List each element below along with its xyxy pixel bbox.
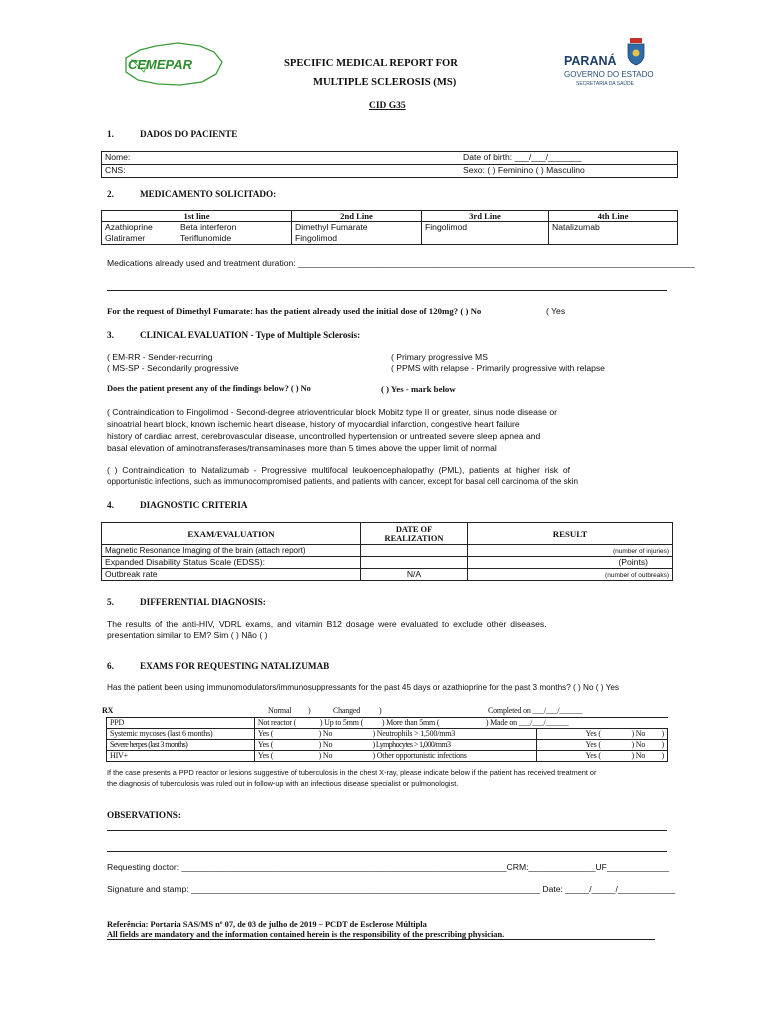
ms-type-ms-sp[interactable]: ( MS-SP - Secondarily progressive <box>107 363 239 373</box>
diagnostic-criteria-table <box>101 522 673 581</box>
med-fingolimod-3rd[interactable]: Fingolimod <box>425 222 468 232</box>
mycoses-yes[interactable]: Yes ( <box>257 729 274 738</box>
ppd-more-than-5mm[interactable]: ) More than 5mm ( <box>381 718 440 727</box>
med-natalizumab[interactable]: Natalizumab <box>552 222 600 232</box>
med-teriflunomide[interactable]: Teriflunomide <box>180 233 232 243</box>
other-infections-label: ) Other opportunistic infections <box>372 751 467 760</box>
parana-logo-sub2: SECRETARIA DA SAÚDE <box>576 81 634 87</box>
col-2nd-line: 2nd Line <box>340 211 373 221</box>
section-number: 3. <box>107 330 114 340</box>
exam-outbreak-rate: Outbreak rate <box>105 569 158 579</box>
dmf-question[interactable]: For the request of Dimethyl Fumarate: has the patient already used the initial dose of 120mg? ( ) No <box>107 306 482 316</box>
lymphocytes-label: ) Lymphocytes > 1,000/mm3 <box>372 740 451 749</box>
lymphocytes-yes[interactable]: Yes ( <box>585 740 601 749</box>
date-outbreak-rate: N/A <box>406 569 422 579</box>
mycoses-no[interactable]: ) No <box>318 729 333 738</box>
mandatory-fields-text: All fields are mandatory and the information contained herein is the responsibility of the prescribing physician. <box>107 930 505 939</box>
fingolimod-line-1: ( Contraindication to Fingolimod - Second-degree atrioventricular block Mobitz type II or greater, sinus node disease or <box>107 407 557 417</box>
parana-logo <box>562 36 672 92</box>
med-azathioprine[interactable]: Azathioprine <box>105 222 153 232</box>
fingolimod-line-4: basal elevation of aminotransferases/transaminases more than 5 times above the upper limit of normal <box>107 443 497 453</box>
cemepar-logo <box>118 38 228 88</box>
report-title-line2: MULTIPLE SCLEROSIS (MS) <box>313 77 457 88</box>
observations-line-1[interactable] <box>107 830 667 831</box>
lymphocytes-no[interactable]: ) No <box>631 740 646 749</box>
signature-field[interactable]: Signature and stamp: _________________________________________________________________________ Date: _____/_____/____________ <box>107 884 676 894</box>
fingolimod-line-2: sinoatrial heart block, known ischemic heart disease, history of myocardial infarction, congestive heart failure <box>107 419 520 429</box>
natalizumab-contraindication[interactable] <box>107 464 578 488</box>
tuberculosis-note-1: If the case presents a PPD reactor or lesions suggestive of tuberculosis in the chest X-ray, please indicate below if the patient has received treatment or <box>107 768 597 777</box>
natalizumab-line-2: opportunistic infections, such as immunocompromised patients, and patients with cancer, except for basal cell carcinoma of the skin <box>107 477 579 486</box>
name-field[interactable]: Nome: <box>105 152 131 162</box>
patient-data-table <box>101 151 678 178</box>
findings-question[interactable]: Does the patient present any of the findings below? ( ) No <box>107 384 311 393</box>
rx-completed-on[interactable]: Completed on ___/___/______ <box>488 706 583 715</box>
col-result: RESULT <box>552 528 588 539</box>
rx-changed-paren: ) <box>379 706 382 715</box>
report-title-line1: SPECIFIC MEDICAL REPORT FOR <box>284 58 458 69</box>
ppd-not-reactor[interactable]: Not reactor ( <box>257 718 297 727</box>
col-date-2: REALIZATION <box>384 533 444 543</box>
cid-code: CID G35 <box>369 101 406 111</box>
rx-normal-option[interactable]: Normal <box>268 706 292 715</box>
med-dimethyl-fumarate[interactable]: Dimethyl Fumarate <box>295 222 368 232</box>
section-6-heading <box>107 661 507 673</box>
observations-line-2[interactable] <box>107 851 667 852</box>
exam-ppd: PPD <box>110 718 125 727</box>
exam-systemic-mycoses: Systemic mycoses (last 6 months) <box>110 729 213 738</box>
differential-line-1: The results of the anti-HIV, VDRL exams, and vitamin B12 dosage were evaluated to exclude other diseases. <box>107 619 547 629</box>
exam-hiv: HIV+ <box>110 751 128 760</box>
rx-label: RX <box>102 706 114 715</box>
footer-underline <box>107 939 655 940</box>
neutrophils-close: ) <box>661 729 664 738</box>
tuberculosis-note-2: the diagnosis of tuberculosis was ruled out in follow-up with an infectious disease specialist or pulmonologist. <box>107 779 459 788</box>
ms-type-ppms-relapse[interactable]: ( PPMS with relapse - Primarily progressive with relapse <box>391 363 605 373</box>
result-outbreak-rate[interactable]: (number of outbreaks) <box>605 572 669 579</box>
section-number: 6. <box>107 661 114 671</box>
neutrophils-yes[interactable]: Yes ( <box>585 729 601 738</box>
rx-normal-paren: ) <box>308 706 311 715</box>
result-edss[interactable]: (Points) <box>618 557 648 567</box>
observations-heading: OBSERVATIONS: <box>107 810 181 820</box>
section-1-heading <box>107 129 507 141</box>
requesting-doctor-field[interactable]: Requesting doctor: ____________________________________________________________________CRM:______________UF_____________ <box>107 862 669 872</box>
medications-used-field[interactable]: Medications already used and treatment duration: ___________________________________________________________________________________ <box>107 258 695 268</box>
date-of-birth-field[interactable]: Date of birth: ___/___/_______ <box>463 152 582 162</box>
parana-coat-of-arms-icon <box>626 38 646 66</box>
sex-field[interactable]: Sexo: ( ) Feminino ( ) Masculino <box>463 165 585 175</box>
section-title: DIFFERENTIAL DIAGNOSIS: <box>140 597 266 607</box>
section-2-heading <box>107 189 507 201</box>
fingolimod-line-3: history of cardiac arrest, cerebrovascular disease, uncontrolled hypertension or untreated severe sleep apnea and <box>107 431 541 441</box>
medication-table <box>101 210 678 245</box>
immunomodulators-question[interactable]: Has the patient been using immunomodulators/immunosuppressants for the past 45 days or azathioprine for the past 3 months? ( ) No ( ) Yes <box>107 683 619 692</box>
natalizumab-line-1: ( ) Contraindication to Natalizumab - Progressive multifocal leukoencephalopathy (PML), patients at higher risk of <box>107 465 571 475</box>
section-number: 4. <box>107 500 114 510</box>
neutrophils-label: ) Neutrophils > 1,500/mm3 <box>372 729 456 738</box>
other-infections-yes[interactable]: Yes ( <box>585 751 601 760</box>
parana-logo-text: PARANÁ <box>564 54 617 68</box>
med-glatiramer[interactable]: Glatiramer <box>105 233 146 243</box>
section-number: 1. <box>107 129 114 139</box>
col-1st-line: 1st line <box>183 211 210 221</box>
parana-logo-sub: GOVERNO DO ESTADO <box>564 70 654 79</box>
neutrophils-no[interactable]: ) No <box>631 729 646 738</box>
col-4th-line: 4th Line <box>597 211 629 221</box>
med-fingolimod-2nd[interactable]: Fingolimod <box>295 233 338 243</box>
ppd-made-on[interactable]: ) Made on ___/___/______ <box>485 718 569 727</box>
section-5-heading <box>107 597 507 609</box>
section-number: 2. <box>107 189 114 199</box>
section-4-heading <box>107 500 507 512</box>
other-infections-no[interactable]: ) No <box>631 751 646 760</box>
cemepar-logo-text: CEMEPAR <box>128 57 193 72</box>
natalizumab-exams-table <box>106 717 668 762</box>
exam-edss: Expanded Disability Status Scale (EDSS): <box>105 557 266 567</box>
hiv-no[interactable]: ) No <box>318 751 333 760</box>
section-title: CLINICAL EVALUATION - Type of Multiple Sclerosis: <box>140 330 361 340</box>
section-3-heading <box>107 330 507 342</box>
col-date-1: DATE OF <box>395 524 433 534</box>
cns-field[interactable]: CNS: <box>105 165 126 175</box>
section-number: 5. <box>107 597 114 607</box>
lymphocytes-close: ) <box>661 740 664 749</box>
herpes-no[interactable]: ) No <box>318 740 333 749</box>
fingolimod-contraindication[interactable] <box>107 406 557 454</box>
ppd-up-to-5mm[interactable]: ) Up to 5mm ( <box>319 718 364 727</box>
herpes-yes[interactable]: Yes ( <box>257 740 274 749</box>
reference-text: Referência: Portaria SAS/MS nº 07, de 03 de julho de 2019 – PCDT de Esclerose Múltipla <box>107 920 427 929</box>
other-infections-close: ) <box>661 751 664 760</box>
section-title: DIAGNOSTIC CRITERIA <box>140 500 248 510</box>
med-beta-interferon[interactable]: Beta interferon <box>180 222 237 232</box>
differential-line-2[interactable]: presentation similar to EM? Sim ( ) Não ( ) <box>107 630 268 640</box>
rx-changed-option[interactable]: Changed <box>333 706 361 715</box>
dmf-yes-option[interactable]: ( Yes <box>546 306 566 316</box>
findings-yes-option[interactable]: ( ) Yes - mark below <box>381 384 456 394</box>
result-mri[interactable]: (number of injuries) <box>613 548 669 555</box>
exam-mri: Magnetic Resonance Imaging of the brain (attach report) <box>105 546 306 555</box>
ms-type-em-rr[interactable]: ( EM-RR - Sender-recurring <box>107 352 213 362</box>
ms-type-primary-progressive[interactable]: ( Primary progressive MS <box>391 352 488 362</box>
exam-severe-herpes: Severe herpes (last 3 months) <box>110 740 188 749</box>
divider-line <box>107 290 667 291</box>
section-title: DADOS DO PACIENTE <box>140 129 238 139</box>
col-3rd-line: 3rd Line <box>469 211 501 221</box>
section-title: MEDICAMENTO SOLICITADO: <box>140 189 277 199</box>
section-title: EXAMS FOR REQUESTING NATALIZUMAB <box>140 661 330 671</box>
col-exam: EXAM/EVALUATION <box>187 528 275 539</box>
hiv-yes[interactable]: Yes ( <box>257 751 274 760</box>
